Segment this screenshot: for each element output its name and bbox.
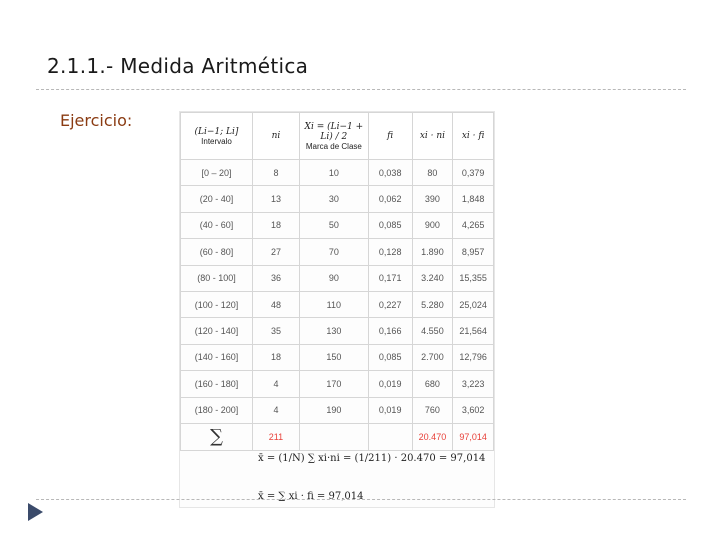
table-row: (80 - 100] 36 90 0,171 3.240 15,355	[181, 265, 494, 291]
table-row: (140 - 160] 18 150 0,085 2.700 12,796	[181, 344, 494, 370]
bottom-divider	[36, 499, 686, 500]
header-interval	[181, 113, 253, 160]
interval-caption: Intervalo	[201, 136, 232, 146]
slide-title: 2.1.1.- Medida Aritmética	[47, 54, 309, 78]
class-mark-formula: Xi = (Li−1 + Li) / 2	[304, 121, 364, 142]
mean-formula-absolute: x̄ = (1/N) ∑ xi·ni = (1/211) · 20.470 = 97,014	[258, 453, 486, 464]
table-row: (180 - 200] 4 190 0,019 760 3,602	[181, 397, 494, 423]
sum-xn: 20.470	[412, 423, 453, 450]
sum-symbol: ∑	[181, 423, 253, 450]
table-row: (100 - 120] 48 110 0,227 5.280 25,024	[181, 291, 494, 317]
play-arrow-icon[interactable]	[28, 503, 43, 521]
header-rel-freq: fi	[368, 113, 412, 160]
exercise-label: Ejercicio:	[60, 111, 133, 130]
table-row: (120 - 140] 35 130 0,166 4.550 21,564	[181, 318, 494, 344]
table-row: (20 - 40] 13 30 0,062 390 1,848	[181, 186, 494, 212]
class-mark-caption: Marca de Clase	[305, 141, 362, 151]
top-divider	[36, 89, 686, 90]
table-row: (40 - 60] 18 50 0,085 900 4,265	[181, 212, 494, 238]
header-freq: ni	[252, 113, 299, 160]
table-row: (160 - 180] 4 170 0,019 680 3,223	[181, 371, 494, 397]
mean-formulas	[258, 442, 488, 514]
sum-xf: 97,014	[453, 423, 494, 450]
table-row: (60 - 80] 27 70 0,128 1.890 8,957	[181, 239, 494, 265]
table-header-row	[181, 113, 494, 160]
header-class-mark	[299, 113, 368, 160]
table-row: [0 – 20] 8 10 0,038 80 0,379	[181, 160, 494, 186]
header-product-n: xi · ni	[412, 113, 453, 160]
header-product-f: xi · fi	[453, 113, 494, 160]
sum-ni: 211	[252, 423, 299, 450]
mean-formula-relative: x̄ = ∑ xi · fi = 97,014	[258, 491, 364, 502]
frequency-table-image	[180, 112, 494, 507]
interval-formula: (Li−1; Li]	[194, 126, 239, 137]
frequency-table	[180, 112, 494, 451]
